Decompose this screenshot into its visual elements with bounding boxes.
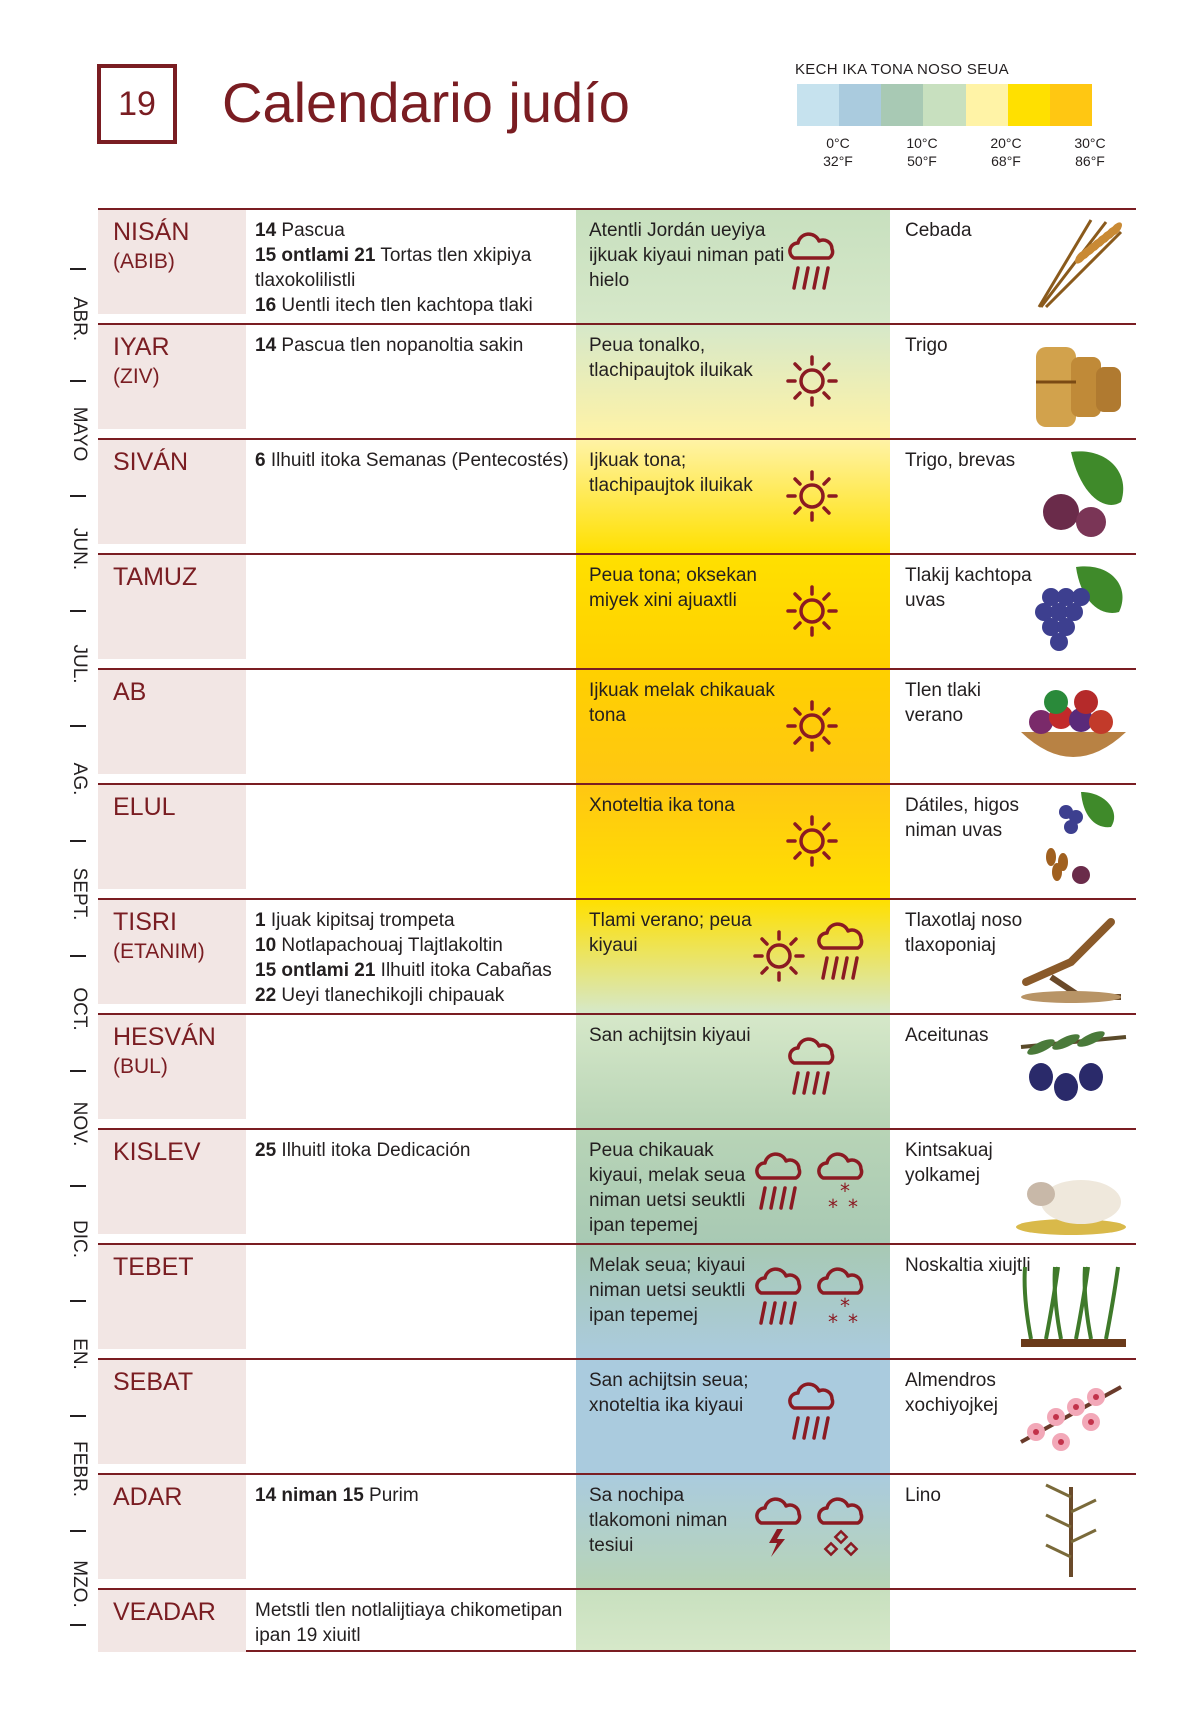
hail-cloud-icon <box>813 1497 871 1566</box>
side-month-text: FEBR. <box>69 1441 90 1497</box>
hebrew-month-cell <box>98 1245 246 1349</box>
event-day: 6 <box>255 450 266 471</box>
hebrew-month-cell <box>98 325 246 429</box>
side-tick <box>70 1300 86 1302</box>
crop-text: Noskaltia xiujtli <box>905 1255 1031 1276</box>
page-number-box <box>97 64 177 144</box>
legend-tick-fahrenheit: 50°F <box>907 153 937 169</box>
event-text: Pascua <box>276 220 345 241</box>
rain-cloud-icon <box>784 1037 842 1106</box>
hebrew-month-cell <box>98 1360 246 1464</box>
side-tick <box>70 268 86 270</box>
weather-description: Ijkuak tona; tlachipaujtok iluikak <box>589 450 753 496</box>
hebrew-month-alt-name: (ETANIM) <box>113 940 205 963</box>
table-row <box>98 553 1136 668</box>
crop-text: Tlaxotlaj noso tlaxoponiaj <box>905 910 1023 956</box>
hebrew-month-name: SIVÁN <box>113 448 189 476</box>
legend-tick-label <box>1050 134 1130 170</box>
side-tick <box>70 1415 86 1417</box>
event-day: 22 <box>255 985 277 1006</box>
sheep-icon <box>1011 1132 1136 1237</box>
weather-cell <box>576 1360 890 1473</box>
legend-swatch <box>966 84 1008 126</box>
weather-cell <box>576 1130 890 1243</box>
hebrew-month-cell <box>98 555 246 659</box>
table-row <box>98 438 1136 553</box>
side-month-text: AG. <box>69 762 90 796</box>
calendar-table <box>98 208 1136 1652</box>
side-tick <box>70 610 86 612</box>
event-line <box>255 243 575 293</box>
hebrew-month-cell <box>98 440 246 544</box>
event-text: Ilhuitl itoka Cabañas <box>375 960 552 981</box>
legend-tick-label <box>882 134 962 170</box>
weather-cell <box>576 670 890 783</box>
festival-events <box>255 1138 575 1163</box>
event-line <box>255 933 575 958</box>
legend-tick-celsius: 0°C <box>826 135 850 151</box>
table-row <box>98 898 1136 1013</box>
hebrew-month-cell <box>98 1590 246 1652</box>
hebrew-month-name: NISÁN <box>113 218 190 246</box>
sun-icon <box>784 583 840 644</box>
weather-cell <box>576 1015 890 1128</box>
table-row <box>98 1358 1136 1473</box>
rain-cloud-icon <box>751 1267 809 1336</box>
event-text: Ijuak kipitsaj trompeta <box>265 910 455 931</box>
almond-blossom-icon <box>1011 1362 1136 1467</box>
weather-description: Tlami verano; peua kiyaui <box>589 910 752 956</box>
table-row <box>98 1473 1136 1588</box>
side-tick <box>70 1185 86 1187</box>
side-month-text: JUN. <box>69 527 90 571</box>
hebrew-month-name: TISRI <box>113 908 177 936</box>
side-tick <box>70 1624 86 1626</box>
side-month-text: NOV. <box>69 1101 90 1147</box>
weather-cell <box>576 785 890 898</box>
weather-cell <box>576 440 890 553</box>
crop-text: Aceitunas <box>905 1025 989 1046</box>
side-month-text: ABR. <box>69 296 90 342</box>
weather-description: San achijtsin kiyaui <box>589 1025 751 1046</box>
crop-text: Tlen tlaki verano <box>905 680 982 726</box>
legend-swatch <box>839 84 881 126</box>
weather-description: Atentli Jordán ueyiya ijkuak kiyaui niman pati hielo <box>589 220 785 291</box>
hebrew-month-cell <box>98 1475 246 1579</box>
legend-tick-fahrenheit: 86°F <box>1075 153 1105 169</box>
hebrew-month-name: ADAR <box>113 1483 183 1511</box>
event-day: 25 <box>255 1140 277 1161</box>
olives-icon <box>1011 1017 1136 1122</box>
legend-swatch <box>881 84 923 126</box>
crop-text: Almendros xochiyojkej <box>905 1370 998 1416</box>
weather-description: Melak seua; kiyaui niman uetsi seuktli ipan tepemej <box>589 1255 746 1326</box>
table-row <box>98 1013 1136 1128</box>
page-number: 19 <box>118 84 156 123</box>
hebrew-month-name: IYAR <box>113 333 170 361</box>
festival-events <box>255 218 575 318</box>
weather-description: Peua chikauak kiyaui, melak seua niman uetsi seuktli ipan tepemej <box>589 1140 746 1236</box>
event-text: Ilhuitl itoka Dedicación <box>276 1140 471 1161</box>
grass-icon <box>1011 1247 1136 1352</box>
side-tick <box>70 955 86 957</box>
crop-text: Trigo, brevas <box>905 450 1016 471</box>
event-line <box>255 293 575 318</box>
weather-description: San achijtsin seua; xnoteltia ika kiyaui <box>589 1370 749 1416</box>
side-month-text: DIC. <box>69 1220 90 1258</box>
side-tick <box>70 1070 86 1072</box>
weather-description: Ijkuak melak chikauak tona <box>589 680 775 726</box>
legend-tick-celsius: 30°C <box>1074 135 1106 151</box>
event-line <box>255 958 575 983</box>
side-tick <box>70 495 86 497</box>
side-month-text: SEPT. <box>69 867 90 921</box>
fig-icon <box>1011 442 1136 547</box>
crop-text: Tlakij kachtopa uvas <box>905 565 1032 611</box>
weather-description: Peua tonalko, tlachipaujtok iluikak <box>589 335 753 381</box>
hebrew-month-cell <box>98 1015 246 1119</box>
legend-swatch <box>1050 84 1092 126</box>
event-day: 16 <box>255 295 277 316</box>
festival-events <box>255 1598 575 1648</box>
side-tick <box>70 1530 86 1532</box>
weather-description: Xnoteltia ika tona <box>589 795 735 816</box>
svg-text:*: * <box>848 1310 858 1331</box>
table-row <box>98 323 1136 438</box>
side-month-text: JUL. <box>69 644 90 684</box>
crop-text: Cebada <box>905 220 972 241</box>
event-line <box>255 1138 575 1163</box>
hebrew-month-cell <box>98 1130 246 1234</box>
svg-text:*: * <box>840 1179 850 1203</box>
festival-events <box>255 908 575 1008</box>
svg-text:*: * <box>828 1195 838 1216</box>
hebrew-month-cell <box>98 785 246 889</box>
weather-cell <box>576 1475 890 1588</box>
weather-description: Peua tona; oksekan miyek xini ajuaxtli <box>589 565 757 611</box>
table-row <box>98 1128 1136 1243</box>
table-row <box>98 1243 1136 1358</box>
table-row <box>98 208 1136 323</box>
hebrew-month-cell <box>98 670 246 774</box>
event-line <box>255 1598 575 1648</box>
svg-text:*: * <box>848 1195 858 1216</box>
event-text: Ueyi tlanechikojli chipauak <box>276 985 505 1006</box>
grapes-icon <box>1011 557 1136 662</box>
side-tick <box>70 840 86 842</box>
festival-events <box>255 448 575 473</box>
legend-tick-label <box>798 134 878 170</box>
svg-text:*: * <box>840 1294 850 1318</box>
hebrew-month-name: TEBET <box>113 1253 194 1281</box>
event-text: Pascua tlen nopanoltia sakin <box>276 335 524 356</box>
event-day: 1 <box>255 910 266 931</box>
event-text: Notlapachouaj Tlajtlakoltin <box>276 935 503 956</box>
event-day: 14 niman 15 <box>255 1485 364 1506</box>
legend-tick-fahrenheit: 32°F <box>823 153 853 169</box>
weather-cell <box>576 210 890 323</box>
legend-swatch <box>923 84 965 126</box>
event-text: Metstli tlen notlalijtiaya chikometipan ipan 19 xiuitl <box>255 1600 563 1646</box>
page-title: Calendario judío <box>222 71 630 134</box>
event-line <box>255 908 575 933</box>
rain-cloud-icon <box>813 922 871 991</box>
sun-icon <box>784 468 840 529</box>
event-text: Tortas tlen xkipiya tlaxokolilistli <box>255 245 532 291</box>
hebrew-month-cell <box>98 210 246 314</box>
legend-tick-label <box>966 134 1046 170</box>
hebrew-month-name: TAMUZ <box>113 563 198 591</box>
event-line <box>255 218 575 243</box>
side-month-text: OCT. <box>69 987 90 1031</box>
table-row <box>98 783 1136 898</box>
side-month-text: MZO. <box>69 1560 90 1608</box>
weather-cell <box>576 555 890 668</box>
barley-icon <box>1011 212 1136 317</box>
dates-figs-icon <box>1011 787 1136 892</box>
plow-icon <box>1011 902 1136 1007</box>
weather-cell <box>576 325 890 438</box>
hebrew-month-cell <box>98 900 246 1004</box>
rain-cloud-icon <box>784 1382 842 1451</box>
legend-tick-celsius: 10°C <box>906 135 938 151</box>
event-line <box>255 1483 575 1508</box>
event-day: 10 <box>255 935 277 956</box>
event-line <box>255 448 575 473</box>
sun-icon <box>784 353 840 414</box>
hebrew-month-name: SEBAT <box>113 1368 194 1396</box>
flax-icon <box>1011 1477 1136 1582</box>
side-month-text: MAYO <box>69 406 90 462</box>
crop-text: Lino <box>905 1485 941 1506</box>
hebrew-month-alt-name: (BUL) <box>113 1055 168 1078</box>
hebrew-month-alt-name: (ABIB) <box>113 250 175 273</box>
weather-cell <box>576 900 890 1013</box>
wheat-sheaf-icon <box>1011 327 1136 432</box>
event-day: 14 <box>255 220 277 241</box>
sun-icon <box>784 698 840 759</box>
event-text: Purim <box>363 1485 419 1506</box>
legend-swatch <box>1008 84 1050 126</box>
side-tick <box>70 725 86 727</box>
event-day: 15 ontlami 21 <box>255 960 376 981</box>
hebrew-month-alt-name: (ZIV) <box>113 365 160 388</box>
weather-description: Sa nochipa tlakomoni niman tesiui <box>589 1485 728 1556</box>
rain-cloud-icon <box>751 1152 809 1221</box>
legend-swatch <box>797 84 839 126</box>
legend-tick-fahrenheit: 68°F <box>991 153 1021 169</box>
festival-events <box>255 333 575 358</box>
hebrew-month-name: AB <box>113 678 147 706</box>
side-tick <box>70 380 86 382</box>
weather-cell <box>576 1590 890 1650</box>
hebrew-month-name: HESVÁN <box>113 1023 216 1051</box>
festival-events <box>255 1483 575 1508</box>
snow-cloud-icon <box>813 1152 871 1221</box>
lightning-cloud-icon <box>751 1497 809 1566</box>
rain-cloud-icon <box>784 232 842 301</box>
table-row <box>98 668 1136 783</box>
legend-title: KECH IKA TONA NOSO SEUA <box>795 61 1009 78</box>
table-row <box>98 1588 1136 1652</box>
event-text: Uentli itech tlen kachtopa tlaki <box>276 295 533 316</box>
svg-text:*: * <box>828 1310 838 1331</box>
hebrew-month-name: KISLEV <box>113 1138 201 1166</box>
snow-cloud-icon <box>813 1267 871 1336</box>
event-text: Ilhuitl itoka Semanas (Pentecostés) <box>265 450 569 471</box>
sun-icon <box>784 813 840 874</box>
event-line <box>255 983 575 1008</box>
crop-text: Kintsakuaj yolkamej <box>905 1140 993 1186</box>
side-month-text: EN. <box>69 1338 90 1370</box>
sun-icon <box>751 928 807 989</box>
event-day: 14 <box>255 335 277 356</box>
hebrew-month-name: VEADAR <box>113 1598 216 1626</box>
event-day: 15 ontlami 21 <box>255 245 376 266</box>
event-line <box>255 333 575 358</box>
fruit-basket-icon <box>1011 672 1136 777</box>
legend-tick-celsius: 20°C <box>990 135 1022 151</box>
weather-cell <box>576 1245 890 1358</box>
crop-text: Dátiles, higos niman uvas <box>905 795 1020 841</box>
temperature-legend-bar <box>797 84 1092 126</box>
crop-text: Trigo <box>905 335 948 356</box>
hebrew-month-name: ELUL <box>113 793 176 821</box>
